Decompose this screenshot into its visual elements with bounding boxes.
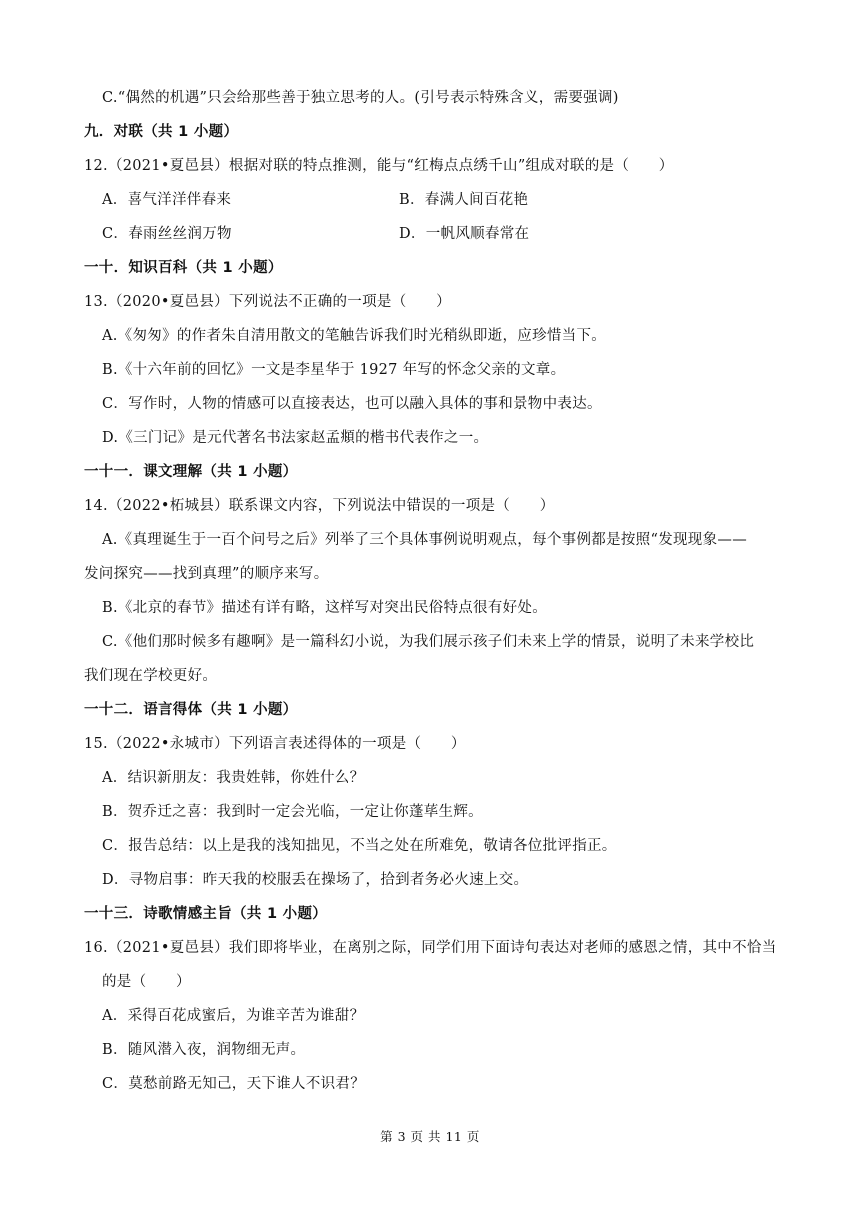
q16-option-a: A．采得百花成蜜后，为谁辛苦为谁甜？ — [102, 1008, 365, 1024]
q13-option-d: D.《三门记》是元代著名书法家赵孟頫的楷书代表作之一。 — [102, 430, 489, 446]
page-footer: 第 3 页 共 11 页 — [380, 1129, 480, 1144]
q13-option-a: A.《匆匆》的作者朱自清用散文的笔触告诉我们时光稍纵即逝，应珍惜当下。 — [102, 328, 607, 344]
q12-stem: 12.（2021•夏邑县）根据对联的特点推测，能与“红梅点点绣千山”组成对联的是（ ） — [84, 158, 674, 174]
section-heading-couplet: 九．对联（共 1 小题） — [84, 124, 239, 140]
section-heading-knowledge: 一十．知识百科（共 1 小题） — [84, 260, 283, 276]
q15-option-c: C．报告总结：以上是我的浅知拙见，不当之处在所难免，敬请各位批评指正。 — [102, 838, 617, 854]
q13-option-b: B.《十六年前的回忆》一文是李星华于 1927 年写的怀念父亲的文章。 — [102, 362, 566, 378]
q15-option-b: B．贺乔迁之喜：我到时一定会光临，一定让你蓬荜生辉。 — [102, 804, 483, 820]
q12-option-c: C．春雨丝丝润万物 — [102, 226, 232, 242]
q15-option-d: D．寻物启事：昨天我的校服丢在操场了，拾到者务必火速上交。 — [102, 872, 529, 888]
q11-option-c: C.“偶然的机遇”只会给那些善于独立思考的人。(引号表示特殊含义，需要强调) — [102, 90, 619, 106]
section-heading-poetry: 一十三．诗歌情感主旨（共 1 小题） — [84, 906, 328, 922]
q16-option-c: C．莫愁前路无知己，天下谁人不识君？ — [102, 1076, 365, 1092]
q16-stem-line2: 的是（ ） — [102, 974, 191, 990]
q14-option-c-line2: 我们现在学校更好。 — [84, 668, 218, 684]
q16-stem-line1: 16.（2021•夏邑县）我们即将毕业，在离别之际，同学们用下面诗句表达对老师的感恩之情，其中不恰当 — [84, 940, 777, 956]
q13-option-c: C．写作时，人物的情感可以直接表达，也可以融入具体的事和景物中表达。 — [102, 396, 602, 412]
q12-option-b: B．春满人间百花艳 — [399, 192, 529, 208]
q14-option-c-line1: C.《他们那时候多有趣啊》是一篇科幻小说，为我们展示孩子们未来上学的情景，说明了未来学校比 — [102, 634, 755, 650]
q14-stem: 14.（2022•柘城县）联系课文内容，下列说法中错误的一项是（ ） — [84, 498, 555, 514]
q15-stem: 15.（2022•永城市）下列语言表述得体的一项是（ ） — [84, 736, 466, 752]
q12-option-a: A．喜气洋洋伴春来 — [102, 192, 232, 208]
q13-stem: 13.（2020•夏邑县）下列说法不正确的一项是（ ） — [84, 294, 451, 310]
section-heading-language: 一十二．语言得体（共 1 小题） — [84, 702, 298, 718]
q15-option-a: A．结识新朋友：我贵姓韩，你姓什么？ — [102, 770, 365, 786]
section-heading-text-understanding: 一十一．课文理解（共 1 小题） — [84, 464, 298, 480]
q12-option-d: D．一帆风顺春常在 — [399, 226, 530, 242]
q14-option-a-line1: A.《真理诞生于一百个问号之后》列举了三个具体事例说明观点，每个事例都是按照“发现现象—— — [102, 532, 747, 548]
q14-option-b: B.《北京的春节》描述有详有略，这样写对突出民俗特点很有好处。 — [102, 600, 548, 616]
q16-option-b: B．随风潜入夜，润物细无声。 — [102, 1042, 306, 1058]
q14-option-a-line2: 发问探究——找到真理”的顺序来写。 — [84, 566, 329, 582]
